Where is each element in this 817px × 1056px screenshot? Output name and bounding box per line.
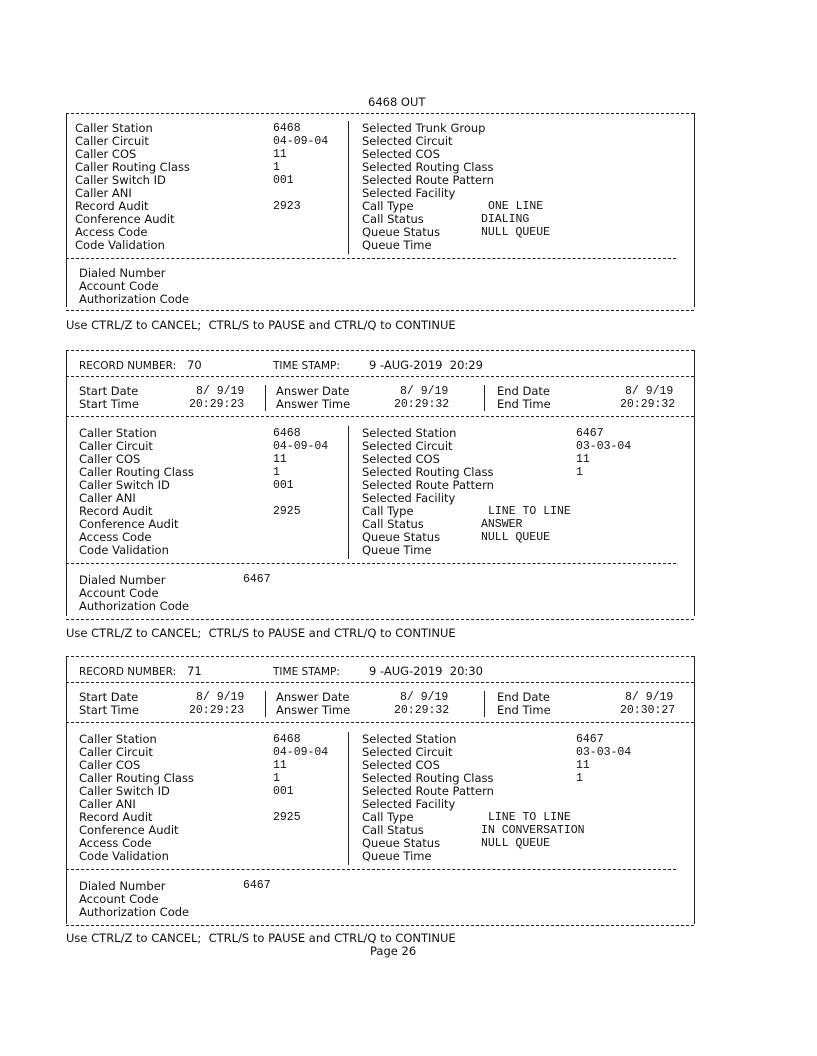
caller-routing-class-value: 1: [273, 772, 280, 785]
divider: [66, 258, 676, 259]
selected-cos-value: 11: [576, 759, 590, 772]
queue-status-label: Queue Status: [362, 530, 441, 544]
queue-status-value: NULL QUEUE: [481, 837, 551, 850]
code-validation-label: Code Validation: [79, 849, 169, 863]
call-status-value: ANSWER: [481, 518, 523, 531]
end-time-value: 20:30:27: [620, 704, 676, 717]
caller-station-value: 6468: [273, 733, 301, 746]
caller-cos-label: Caller COS: [79, 758, 141, 772]
caller-circuit-value: 04-09-04: [273, 440, 329, 453]
record-audit-label: Record Audit: [75, 199, 149, 213]
column-divider: [265, 691, 266, 717]
start-time-label: Start Time: [79, 703, 139, 717]
footer-instructions: Use CTRL/Z to CANCEL; CTRL/S to PAUSE and CTRL/Q to CONTINUE: [66, 626, 456, 640]
selected-circuit-label: Selected Circuit: [362, 439, 453, 453]
conference-audit-label: Conference Audit: [79, 517, 179, 531]
caller-routing-class-label: Caller Routing Class: [79, 465, 194, 479]
conference-audit-label: Conference Audit: [75, 212, 175, 226]
time-stamp-value: 9 -AUG-2019 20:30: [369, 664, 483, 678]
dialed-number-label: Dialed Number: [79, 879, 166, 893]
divider: [66, 722, 694, 723]
queue-status-value: NULL QUEUE: [481, 226, 551, 239]
right-border: [694, 350, 695, 616]
divider: [66, 925, 694, 926]
caller-cos-value: 11: [273, 148, 287, 161]
selected-facility-label: Selected Facility: [362, 797, 456, 811]
selected-routing-class-label: Selected Routing Class: [362, 160, 494, 174]
caller-routing-class-value: 1: [273, 466, 280, 479]
access-code-label: Access Code: [79, 530, 152, 544]
end-date-label: End Date: [497, 384, 550, 398]
caller-switch-id-label: Caller Switch ID: [79, 478, 170, 492]
caller-circuit-value: 04-09-04: [273, 746, 329, 759]
selected-trunk-group-label: Selected Trunk Group: [362, 121, 486, 135]
queue-time-label: Queue Time: [362, 238, 432, 252]
call-status-value: IN CONVERSATION: [481, 824, 585, 837]
access-code-label: Access Code: [75, 225, 148, 239]
page-header: 6468 OUT: [368, 95, 426, 109]
footer-instructions: Use CTRL/Z to CANCEL; CTRL/S to PAUSE and CTRL/Q to CONTINUE: [66, 931, 456, 945]
dialed-number-label: Dialed Number: [79, 266, 166, 280]
start-date-label: Start Date: [79, 384, 139, 398]
divider: [66, 682, 694, 683]
caller-routing-class-value: 1: [273, 161, 280, 174]
right-border: [694, 656, 695, 924]
caller-routing-class-label: Caller Routing Class: [75, 160, 190, 174]
column-divider: [484, 691, 485, 717]
end-time-label: End Time: [497, 397, 551, 411]
selected-station-value: 6467: [576, 427, 604, 440]
caller-routing-class-label: Caller Routing Class: [79, 771, 194, 785]
divider: [66, 376, 694, 377]
queue-status-label: Queue Status: [362, 836, 441, 850]
selected-facility-label: Selected Facility: [362, 491, 456, 505]
record-audit-value: 2923: [273, 200, 301, 213]
start-time-value: 20:29:23: [189, 704, 245, 717]
caller-cos-value: 11: [273, 453, 287, 466]
start-date-label: Start Date: [79, 690, 139, 704]
caller-cos-label: Caller COS: [75, 147, 137, 161]
end-date-label: End Date: [497, 690, 550, 704]
selected-circuit-label: Selected Circuit: [362, 134, 453, 148]
selected-circuit-value: 03-03-04: [576, 746, 632, 759]
divider: [66, 310, 694, 311]
answer-time-value: 20:29:32: [394, 398, 450, 411]
account-code-label: Account Code: [79, 279, 159, 293]
call-type-value: ONE LINE: [488, 200, 544, 213]
dialed-number-label: Dialed Number: [79, 573, 166, 587]
selected-cos-value: 11: [576, 453, 590, 466]
answer-date-label: Answer Date: [276, 384, 350, 398]
record-audit-label: Record Audit: [79, 504, 153, 518]
record-audit-value: 2925: [273, 811, 301, 824]
selected-circuit-label: Selected Circuit: [362, 745, 453, 759]
time-stamp-label: TIME STAMP:: [273, 360, 340, 372]
caller-circuit-label: Caller Circuit: [79, 745, 153, 759]
end-time-label: End Time: [497, 703, 551, 717]
time-stamp-label: TIME STAMP:: [273, 666, 340, 678]
caller-station-value: 6468: [273, 427, 301, 440]
call-type-label: Call Type: [362, 199, 414, 213]
selected-routing-class-label: Selected Routing Class: [362, 465, 494, 479]
record-number-value: 70: [187, 358, 202, 372]
call-type-label: Call Type: [362, 810, 414, 824]
answer-date-label: Answer Date: [276, 690, 350, 704]
call-type-label: Call Type: [362, 504, 414, 518]
selected-station-label: Selected Station: [362, 732, 457, 746]
selected-route-pattern-label: Selected Route Pattern: [362, 784, 494, 798]
authorization-code-label: Authorization Code: [79, 292, 190, 306]
authorization-code-label: Authorization Code: [79, 905, 190, 919]
start-time-value: 20:29:23: [189, 398, 245, 411]
start-date-value: 8/ 9/19: [196, 691, 245, 704]
column-divider: [348, 426, 349, 559]
footer-instructions: Use CTRL/Z to CANCEL; CTRL/S to PAUSE and CTRL/Q to CONTINUE: [66, 318, 456, 332]
queue-status-value: NULL QUEUE: [481, 531, 551, 544]
end-time-value: 20:29:32: [620, 398, 676, 411]
code-validation-label: Code Validation: [75, 238, 165, 252]
account-code-label: Account Code: [79, 892, 159, 906]
left-border: [66, 350, 67, 616]
caller-switch-id-label: Caller Switch ID: [79, 784, 170, 798]
answer-time-label: Answer Time: [276, 703, 351, 717]
selected-facility-label: Selected Facility: [362, 186, 456, 200]
right-border: [694, 113, 695, 307]
column-divider: [265, 385, 266, 411]
call-status-value: DIALING: [481, 213, 530, 226]
dialed-number-value: 6467: [243, 573, 271, 586]
dialed-number-value: 6467: [243, 879, 271, 892]
caller-ani-label: Caller ANI: [79, 797, 136, 811]
selected-route-pattern-label: Selected Route Pattern: [362, 173, 494, 187]
caller-switch-id-label: Caller Switch ID: [75, 173, 166, 187]
divider: [66, 563, 676, 564]
caller-station-label: Caller Station: [79, 732, 157, 746]
divider: [66, 416, 694, 417]
selected-route-pattern-label: Selected Route Pattern: [362, 478, 494, 492]
column-divider: [348, 121, 349, 254]
start-date-value: 8/ 9/19: [196, 385, 245, 398]
selected-routing-class-value: 1: [576, 466, 583, 479]
left-border: [66, 113, 67, 307]
account-code-label: Account Code: [79, 586, 159, 600]
answer-date-value: 8/ 9/19: [400, 385, 449, 398]
divider: [66, 869, 676, 870]
caller-station-value: 6468: [273, 122, 301, 135]
call-type-value: LINE TO LINE: [488, 811, 571, 824]
start-time-label: Start Time: [79, 397, 139, 411]
caller-circuit-value: 04-09-04: [273, 135, 329, 148]
answer-time-label: Answer Time: [276, 397, 351, 411]
end-date-value: 8/ 9/19: [625, 691, 674, 704]
caller-switch-id-value: 001: [273, 174, 294, 187]
divider: [66, 350, 694, 351]
access-code-label: Access Code: [79, 836, 152, 850]
record-audit-value: 2925: [273, 505, 301, 518]
left-border: [66, 656, 67, 924]
queue-time-label: Queue Time: [362, 849, 432, 863]
caller-switch-id-value: 001: [273, 785, 294, 798]
divider: [66, 619, 694, 620]
record-audit-label: Record Audit: [79, 810, 153, 824]
call-type-value: LINE TO LINE: [488, 505, 571, 518]
page-number: Page 26: [370, 944, 417, 958]
selected-circuit-value: 03-03-04: [576, 440, 632, 453]
answer-date-value: 8/ 9/19: [400, 691, 449, 704]
selected-station-label: Selected Station: [362, 426, 457, 440]
caller-cos-label: Caller COS: [79, 452, 141, 466]
caller-cos-value: 11: [273, 759, 287, 772]
answer-time-value: 20:29:32: [394, 704, 450, 717]
selected-station-value: 6467: [576, 733, 604, 746]
column-divider: [484, 385, 485, 411]
code-validation-label: Code Validation: [79, 543, 169, 557]
caller-ani-label: Caller ANI: [79, 491, 136, 505]
record-number-label: RECORD NUMBER:: [79, 360, 177, 372]
column-divider: [348, 732, 349, 865]
caller-station-label: Caller Station: [79, 426, 157, 440]
call-status-label: Call Status: [362, 823, 424, 837]
caller-ani-label: Caller ANI: [75, 186, 132, 200]
call-status-label: Call Status: [362, 517, 424, 531]
caller-circuit-label: Caller Circuit: [75, 134, 149, 148]
end-date-value: 8/ 9/19: [625, 385, 674, 398]
selected-routing-class-label: Selected Routing Class: [362, 771, 494, 785]
time-stamp-value: 9 -AUG-2019 20:29: [369, 358, 483, 372]
caller-station-label: Caller Station: [75, 121, 153, 135]
caller-switch-id-value: 001: [273, 479, 294, 492]
queue-status-label: Queue Status: [362, 225, 441, 239]
selected-routing-class-value: 1: [576, 772, 583, 785]
conference-audit-label: Conference Audit: [79, 823, 179, 837]
selected-cos-label: Selected COS: [362, 147, 440, 161]
divider: [66, 113, 694, 114]
caller-circuit-label: Caller Circuit: [79, 439, 153, 453]
queue-time-label: Queue Time: [362, 543, 432, 557]
record-number-label: RECORD NUMBER:: [79, 666, 177, 678]
call-status-label: Call Status: [362, 212, 424, 226]
record-number-value: 71: [187, 664, 202, 678]
selected-cos-label: Selected COS: [362, 452, 440, 466]
authorization-code-label: Authorization Code: [79, 599, 190, 613]
selected-cos-label: Selected COS: [362, 758, 440, 772]
divider: [66, 656, 694, 657]
